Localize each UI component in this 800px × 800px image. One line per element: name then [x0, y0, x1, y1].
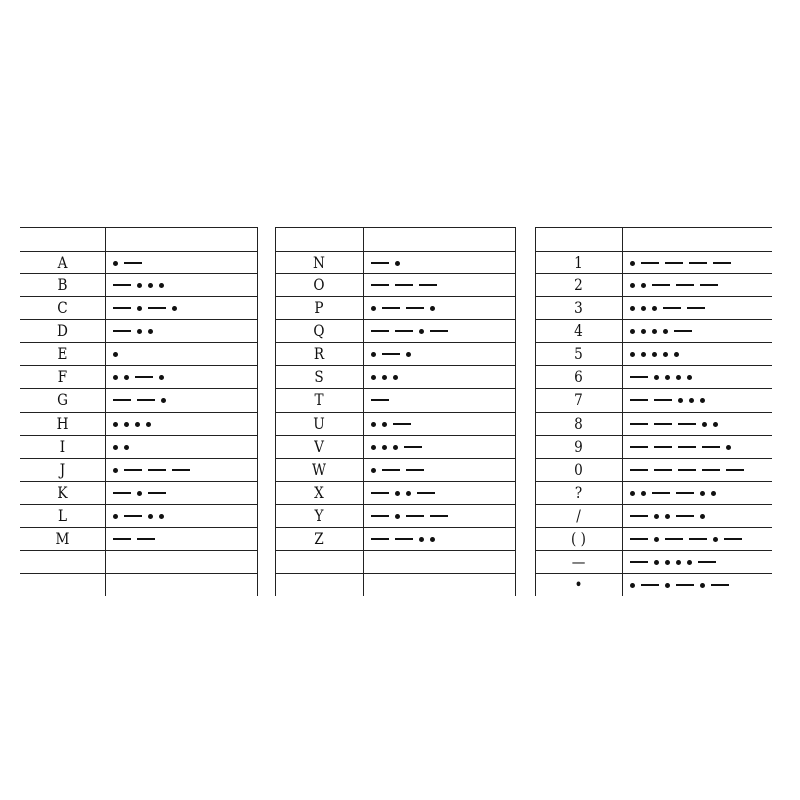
morse-dash: [641, 262, 659, 264]
morse-dash: [702, 446, 720, 448]
morse-dash: [406, 307, 424, 309]
character-cell: 7: [574, 390, 583, 409]
morse-dot: [406, 491, 411, 496]
table-rule: [20, 227, 257, 228]
morse-dot: [654, 560, 659, 565]
morse-code-cell: [371, 528, 513, 550]
morse-dot: [137, 329, 142, 334]
morse-dash: [630, 538, 648, 540]
column-rule: [275, 227, 276, 596]
morse-dash: [124, 515, 142, 517]
morse-code-cell: [113, 320, 255, 342]
character-cell: X: [314, 483, 324, 502]
morse-dash: [630, 376, 648, 378]
morse-dot: [665, 375, 670, 380]
character-cell: Z: [314, 529, 324, 548]
morse-code-cell: [630, 505, 770, 527]
morse-dash: [665, 538, 683, 540]
morse-dash: [702, 469, 720, 471]
morse-dash: [678, 469, 696, 471]
morse-dot: [382, 445, 387, 450]
morse-dot: [113, 352, 118, 357]
morse-dash: [113, 284, 131, 286]
character-cell: 0: [574, 460, 583, 479]
morse-dot: [124, 422, 129, 427]
morse-dot: [630, 352, 635, 357]
morse-dot: [665, 583, 670, 588]
morse-dash: [382, 469, 400, 471]
character-cell: J: [59, 460, 66, 479]
morse-code-cell: [630, 252, 770, 274]
morse-code-cell: [630, 528, 770, 550]
morse-dot: [113, 514, 118, 519]
character-cell: K: [57, 483, 68, 502]
morse-dot: [702, 422, 707, 427]
morse-dash: [630, 561, 648, 563]
morse-dash: [665, 262, 683, 264]
morse-dot: [137, 306, 142, 311]
morse-dot: [630, 261, 635, 266]
column-rule: [515, 227, 516, 596]
character-cell: Y: [314, 506, 324, 525]
morse-dot: [395, 491, 400, 496]
morse-dash: [382, 307, 400, 309]
character-cell: ?: [574, 483, 583, 502]
morse-dot: [711, 491, 716, 496]
morse-dot: [371, 375, 376, 380]
morse-dot: [172, 306, 177, 311]
morse-dot: [393, 375, 398, 380]
morse-dash: [124, 262, 142, 264]
morse-code-cell: [371, 551, 513, 573]
morse-dash: [689, 262, 707, 264]
morse-code-cell: [630, 574, 770, 596]
character-cell: O: [313, 275, 325, 294]
morse-dash: [641, 584, 659, 586]
morse-dot: [430, 306, 435, 311]
morse-dot: [700, 398, 705, 403]
morse-code-cell: [113, 574, 255, 596]
character-cell: 4: [574, 321, 583, 340]
morse-code-cell: [113, 274, 255, 296]
morse-code-cell: [113, 343, 255, 365]
character-cell: 1: [574, 253, 583, 272]
morse-code-cell: [113, 482, 255, 504]
morse-dot: [395, 514, 400, 519]
morse-dot: [406, 352, 411, 357]
morse-dash: [137, 399, 155, 401]
morse-dash: [726, 469, 744, 471]
character-cell: 6: [574, 367, 583, 386]
morse-dot: [663, 329, 668, 334]
morse-dash: [630, 446, 648, 448]
morse-code-cell: [630, 482, 770, 504]
morse-code-cell: [113, 297, 255, 319]
morse-dash: [406, 515, 424, 517]
morse-dash: [113, 492, 131, 494]
morse-code-cell: [630, 459, 770, 481]
morse-dash: [654, 469, 672, 471]
morse-code-cell: [371, 413, 513, 435]
morse-dot: [371, 468, 376, 473]
morse-dot: [124, 445, 129, 450]
character-cell: •: [574, 575, 583, 594]
morse-dot: [419, 537, 424, 542]
character-cell: E: [57, 344, 68, 363]
morse-dot: [654, 537, 659, 542]
morse-dot: [371, 352, 376, 357]
morse-code-cell: [113, 366, 255, 388]
morse-dash: [148, 469, 166, 471]
character-cell: 5: [574, 344, 583, 363]
morse-dash: [371, 262, 389, 264]
morse-dash: [676, 584, 694, 586]
character-cell: M: [55, 529, 70, 548]
morse-dash: [630, 469, 648, 471]
morse-dot: [665, 560, 670, 565]
morse-code-cell: [371, 343, 513, 365]
morse-dash: [687, 307, 705, 309]
morse-dot: [687, 560, 692, 565]
morse-dash: [674, 330, 692, 332]
morse-dash: [371, 515, 389, 517]
morse-dash: [371, 330, 389, 332]
morse-code-cell: [630, 366, 770, 388]
morse-code-cell: [630, 297, 770, 319]
character-cell: N: [313, 253, 325, 272]
morse-code-cell: [113, 436, 255, 458]
morse-dash: [371, 538, 389, 540]
morse-dash: [404, 446, 422, 448]
morse-code-cell: [371, 459, 513, 481]
column-rule: [257, 227, 258, 596]
morse-dot: [641, 283, 646, 288]
morse-dash: [654, 399, 672, 401]
character-cell: C: [57, 298, 68, 317]
column-rule: [105, 227, 106, 596]
morse-dash: [113, 330, 131, 332]
morse-dash: [395, 284, 413, 286]
morse-dot: [630, 329, 635, 334]
morse-dash: [135, 376, 153, 378]
morse-dot: [665, 514, 670, 519]
morse-dot: [641, 491, 646, 496]
morse-dash: [371, 284, 389, 286]
morse-code-cell: [371, 389, 513, 411]
morse-dot: [652, 306, 657, 311]
morse-dot: [113, 375, 118, 380]
morse-dot: [148, 283, 153, 288]
morse-dot: [674, 352, 679, 357]
character-cell: P: [314, 298, 324, 317]
morse-dash: [678, 446, 696, 448]
morse-dash: [630, 399, 648, 401]
morse-dot: [700, 514, 705, 519]
character-cell: W: [312, 460, 326, 479]
morse-dash: [724, 538, 742, 540]
character-cell: I: [59, 437, 66, 456]
morse-dot: [654, 375, 659, 380]
morse-dot: [713, 537, 718, 542]
morse-dot: [135, 422, 140, 427]
morse-dot: [630, 283, 635, 288]
character-cell: A: [57, 253, 68, 272]
table-rule: [535, 227, 772, 228]
morse-dash: [654, 446, 672, 448]
character-cell: V: [314, 437, 324, 456]
morse-dash: [676, 284, 694, 286]
morse-dash: [689, 538, 707, 540]
morse-code-cell: [113, 505, 255, 527]
morse-code-cell: [371, 320, 513, 342]
morse-dot: [700, 583, 705, 588]
morse-dot: [371, 306, 376, 311]
morse-dot: [630, 306, 635, 311]
character-cell: S: [314, 367, 324, 386]
character-cell: [282, 574, 357, 596]
morse-dot: [159, 283, 164, 288]
morse-dot: [419, 329, 424, 334]
morse-dash: [652, 492, 670, 494]
morse-dot: [395, 261, 400, 266]
morse-code-cell: [371, 252, 513, 274]
morse-code-cell: [371, 482, 513, 504]
character-cell: [26, 551, 98, 573]
morse-dash: [676, 515, 694, 517]
morse-dash: [113, 538, 131, 540]
morse-dash: [713, 262, 731, 264]
morse-dot: [676, 560, 681, 565]
morse-code-cell: [371, 436, 513, 458]
morse-dash: [430, 330, 448, 332]
morse-code-cell: [371, 574, 513, 596]
morse-dot: [687, 375, 692, 380]
morse-dot: [663, 352, 668, 357]
morse-dot: [678, 398, 683, 403]
morse-dot: [382, 375, 387, 380]
morse-dash: [172, 469, 190, 471]
morse-code-cell: [113, 389, 255, 411]
character-cell: H: [56, 414, 69, 433]
morse-dot: [726, 445, 731, 450]
morse-dot: [371, 422, 376, 427]
morse-dot: [430, 537, 435, 542]
morse-dash: [417, 492, 435, 494]
character-cell: G: [57, 390, 68, 409]
morse-dash: [630, 515, 648, 517]
morse-dash: [663, 307, 681, 309]
morse-dash: [711, 584, 729, 586]
morse-dot: [113, 468, 118, 473]
character-cell: /: [576, 506, 581, 525]
morse-dash: [430, 515, 448, 517]
morse-dash: [395, 538, 413, 540]
character-cell: [26, 574, 98, 596]
morse-dot: [146, 422, 151, 427]
character-cell: L: [57, 506, 68, 525]
table-rule: [275, 227, 515, 228]
morse-dash: [406, 469, 424, 471]
morse-dash: [148, 307, 166, 309]
morse-dot: [713, 422, 718, 427]
morse-code-cell: [113, 459, 255, 481]
morse-dash: [698, 561, 716, 563]
morse-dash: [630, 423, 648, 425]
morse-code-cell: [113, 551, 255, 573]
morse-dot: [641, 329, 646, 334]
character-cell: F: [57, 367, 68, 386]
character-cell: U: [313, 414, 325, 433]
morse-dot: [676, 375, 681, 380]
character-cell: [282, 551, 357, 573]
morse-dot: [641, 306, 646, 311]
morse-dot: [641, 352, 646, 357]
morse-dash: [652, 284, 670, 286]
morse-code-cell: [371, 366, 513, 388]
character-cell: T: [314, 390, 324, 409]
morse-code-cell: [630, 436, 770, 458]
morse-code-cell: [113, 252, 255, 274]
morse-dash: [113, 399, 131, 401]
morse-code-cell: [371, 505, 513, 527]
morse-dot: [148, 514, 153, 519]
column-rule: [363, 227, 364, 596]
morse-dash: [148, 492, 166, 494]
morse-dot: [137, 491, 142, 496]
column-rule: [535, 227, 536, 596]
morse-dot: [113, 445, 118, 450]
morse-code-cell: [630, 389, 770, 411]
character-cell: —: [571, 552, 586, 571]
morse-code-cell: [630, 274, 770, 296]
morse-dot: [630, 491, 635, 496]
morse-dash: [419, 284, 437, 286]
character-cell: 9: [574, 437, 583, 456]
morse-dot: [382, 422, 387, 427]
morse-dot: [371, 445, 376, 450]
morse-dash: [113, 307, 131, 309]
morse-dot: [161, 398, 166, 403]
character-cell: R: [313, 344, 325, 363]
morse-dash: [371, 492, 389, 494]
morse-dot: [113, 261, 118, 266]
morse-code-cell: [630, 320, 770, 342]
character-cell: Q: [313, 321, 325, 340]
morse-dash: [676, 492, 694, 494]
morse-dot: [630, 583, 635, 588]
morse-dot: [700, 491, 705, 496]
morse-dash: [395, 330, 413, 332]
morse-code-cell: [630, 551, 770, 573]
morse-dot: [654, 514, 659, 519]
morse-code-cell: [113, 528, 255, 550]
morse-dot: [652, 329, 657, 334]
character-cell: 2: [574, 275, 583, 294]
morse-dot: [159, 514, 164, 519]
column-rule: [622, 227, 623, 596]
morse-dot: [652, 352, 657, 357]
morse-code-cell: [113, 413, 255, 435]
character-cell: 8: [574, 414, 583, 433]
morse-dot: [137, 283, 142, 288]
morse-dash: [371, 399, 389, 401]
morse-dash: [678, 423, 696, 425]
character-cell: 3: [574, 298, 583, 317]
morse-code-cell: [630, 343, 770, 365]
morse-code-cell: [630, 413, 770, 435]
morse-dash: [654, 423, 672, 425]
morse-dash: [700, 284, 718, 286]
morse-dot: [159, 375, 164, 380]
character-cell: B: [57, 275, 68, 294]
morse-dot: [113, 422, 118, 427]
morse-dot: [148, 329, 153, 334]
morse-dash: [137, 538, 155, 540]
morse-dash: [382, 353, 400, 355]
morse-dash: [124, 469, 142, 471]
morse-dot: [124, 375, 129, 380]
morse-dot: [689, 398, 694, 403]
character-cell: ( ): [571, 529, 586, 548]
morse-dot: [393, 445, 398, 450]
morse-code-cell: [371, 274, 513, 296]
morse-code-cell: [371, 297, 513, 319]
morse-dash: [393, 423, 411, 425]
character-cell: D: [57, 321, 68, 340]
